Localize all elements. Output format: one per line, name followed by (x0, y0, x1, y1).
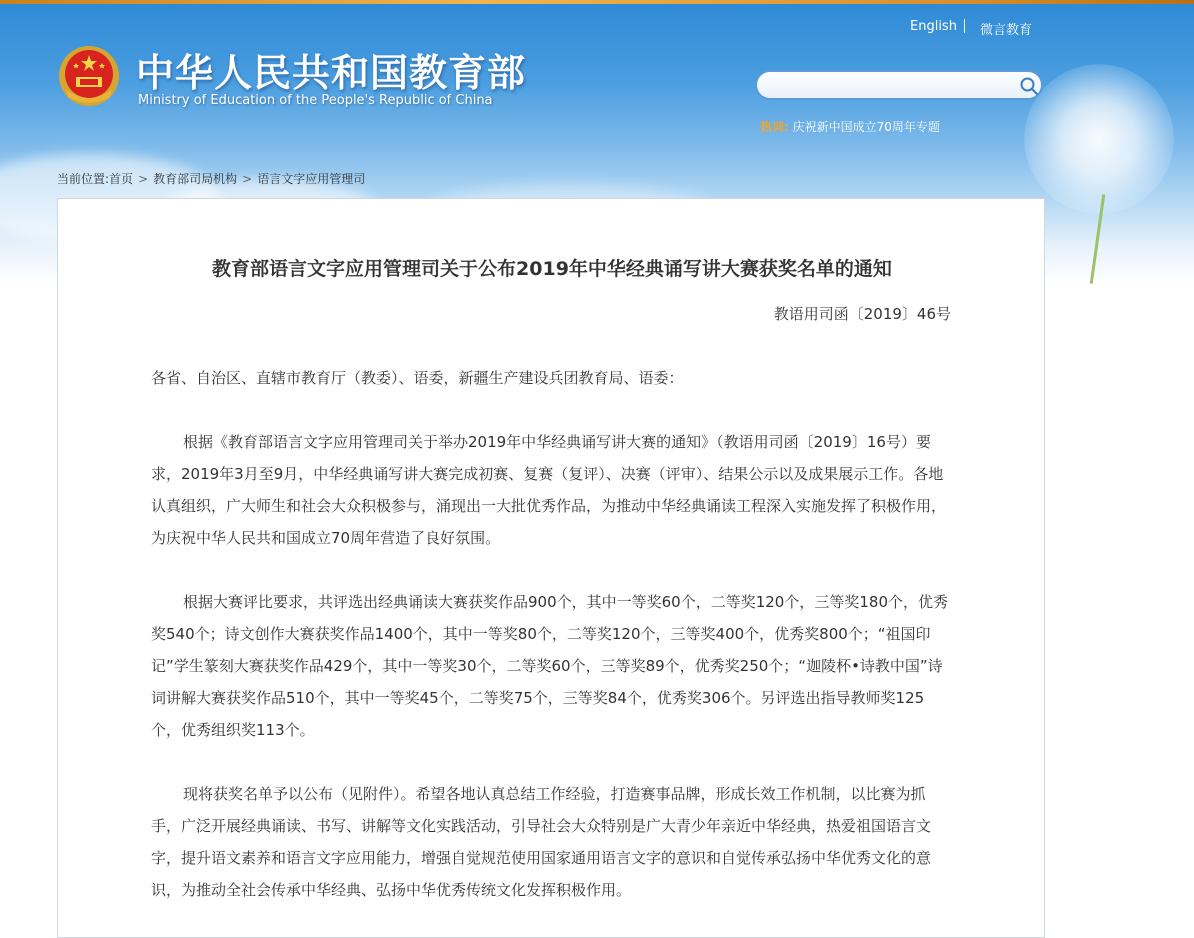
search-input[interactable] (771, 76, 1015, 96)
search-box (755, 70, 1043, 100)
national-emblem-icon (58, 45, 120, 107)
article-paragraph: 根据《教育部语言文字应用管理司关于举办2019年中华经典诵写讲大赛的通知》（教语用司函〔2019〕16号）要求，2019年3月至9月，中华经典诵写讲大赛完成初赛、复赛（复评）、决赛（评审）、结果公示以及成果展示工作。各地认真组织，广大师生和社会大众积极参与，涌现出一大批优秀作品，为推动中华经典诵读工程深入实施发挥了积极作用，为庆祝中华人民共和国成立70周年营造了良好氛围。 (151, 433, 947, 547)
hot-topics (760, 118, 940, 135)
breadcrumb-prefix: 当前位置: (57, 172, 110, 186)
site-title[interactable]: 中华人民共和国教育部 (136, 51, 527, 95)
article-title: 教育部语言文字应用管理司关于公布2019年中华经典诵写讲大赛获奖名单的通知 (212, 258, 892, 280)
salutation: 各省、自治区、直辖市教育厅（教委）、语委，新疆生产建设兵团教育局、语委： (151, 369, 684, 387)
breadcrumb-departments[interactable]: 教育部司局机构 (153, 172, 238, 186)
article-paragraph: 根据大赛评比要求，共评选出经典诵读大赛获奖作品900个，其中一等奖60个，二等奖120个，三等奖180个，优秀奖540个；诗文创作大赛获奖作品1400个，其中一等奖80个，二等奖120个，三等奖400个，优秀奖800个；“祖国印记”学生篆刻大赛获奖作品429个，其中一等奖30个，二等奖60个，三等奖89个，优秀奖250个；“迦陵杯•诗教中国”诗词讲解大赛获奖作品510个，其中一等奖45个，二等奖75个，三等奖84个，优秀奖306个。另评选出指导教师奖125个，优秀组织奖113个。 (151, 593, 948, 739)
breadcrumb (57, 170, 365, 187)
weibo-link[interactable]: 微言教育 (980, 23, 1033, 38)
lang-divider (964, 19, 965, 33)
breadcrumb-separator: > (138, 172, 149, 186)
search-icon[interactable] (1019, 76, 1039, 96)
breadcrumb-home[interactable]: 首页 (109, 172, 134, 186)
hot-topic-link[interactable]: 庆祝新中国成立70周年专题 (792, 120, 940, 134)
hot-label: 热词: (760, 120, 789, 134)
site-subtitle: Ministry of Education of the People's Republic of China (138, 93, 493, 108)
article-container (57, 198, 1045, 938)
english-link[interactable]: English (910, 19, 957, 34)
document-number: 教语用司函〔2019〕46号 (773, 305, 951, 323)
article-paragraph: 现将获奖名单予以公布（见附件）。希望各地认真总结工作经验，打造赛事品牌，形成长效工作机制，以比赛为抓手，广泛开展经典诵读、书写、讲解等文化实践活动，引导社会大众特别是广大青少年亲近中华经典，热爱祖国语言文字，提升语文素养和语言文字应用能力，增强自觉规范使用国家通用语言文字的意识和自觉传承弘扬中华优秀文化的意识，为推动全社会传承中华经典、弘扬中华优秀传统文化发挥积极作用。 (151, 785, 932, 899)
breadcrumb-separator: > (242, 172, 253, 186)
breadcrumb-current[interactable]: 语言文字应用管理司 (257, 172, 366, 186)
